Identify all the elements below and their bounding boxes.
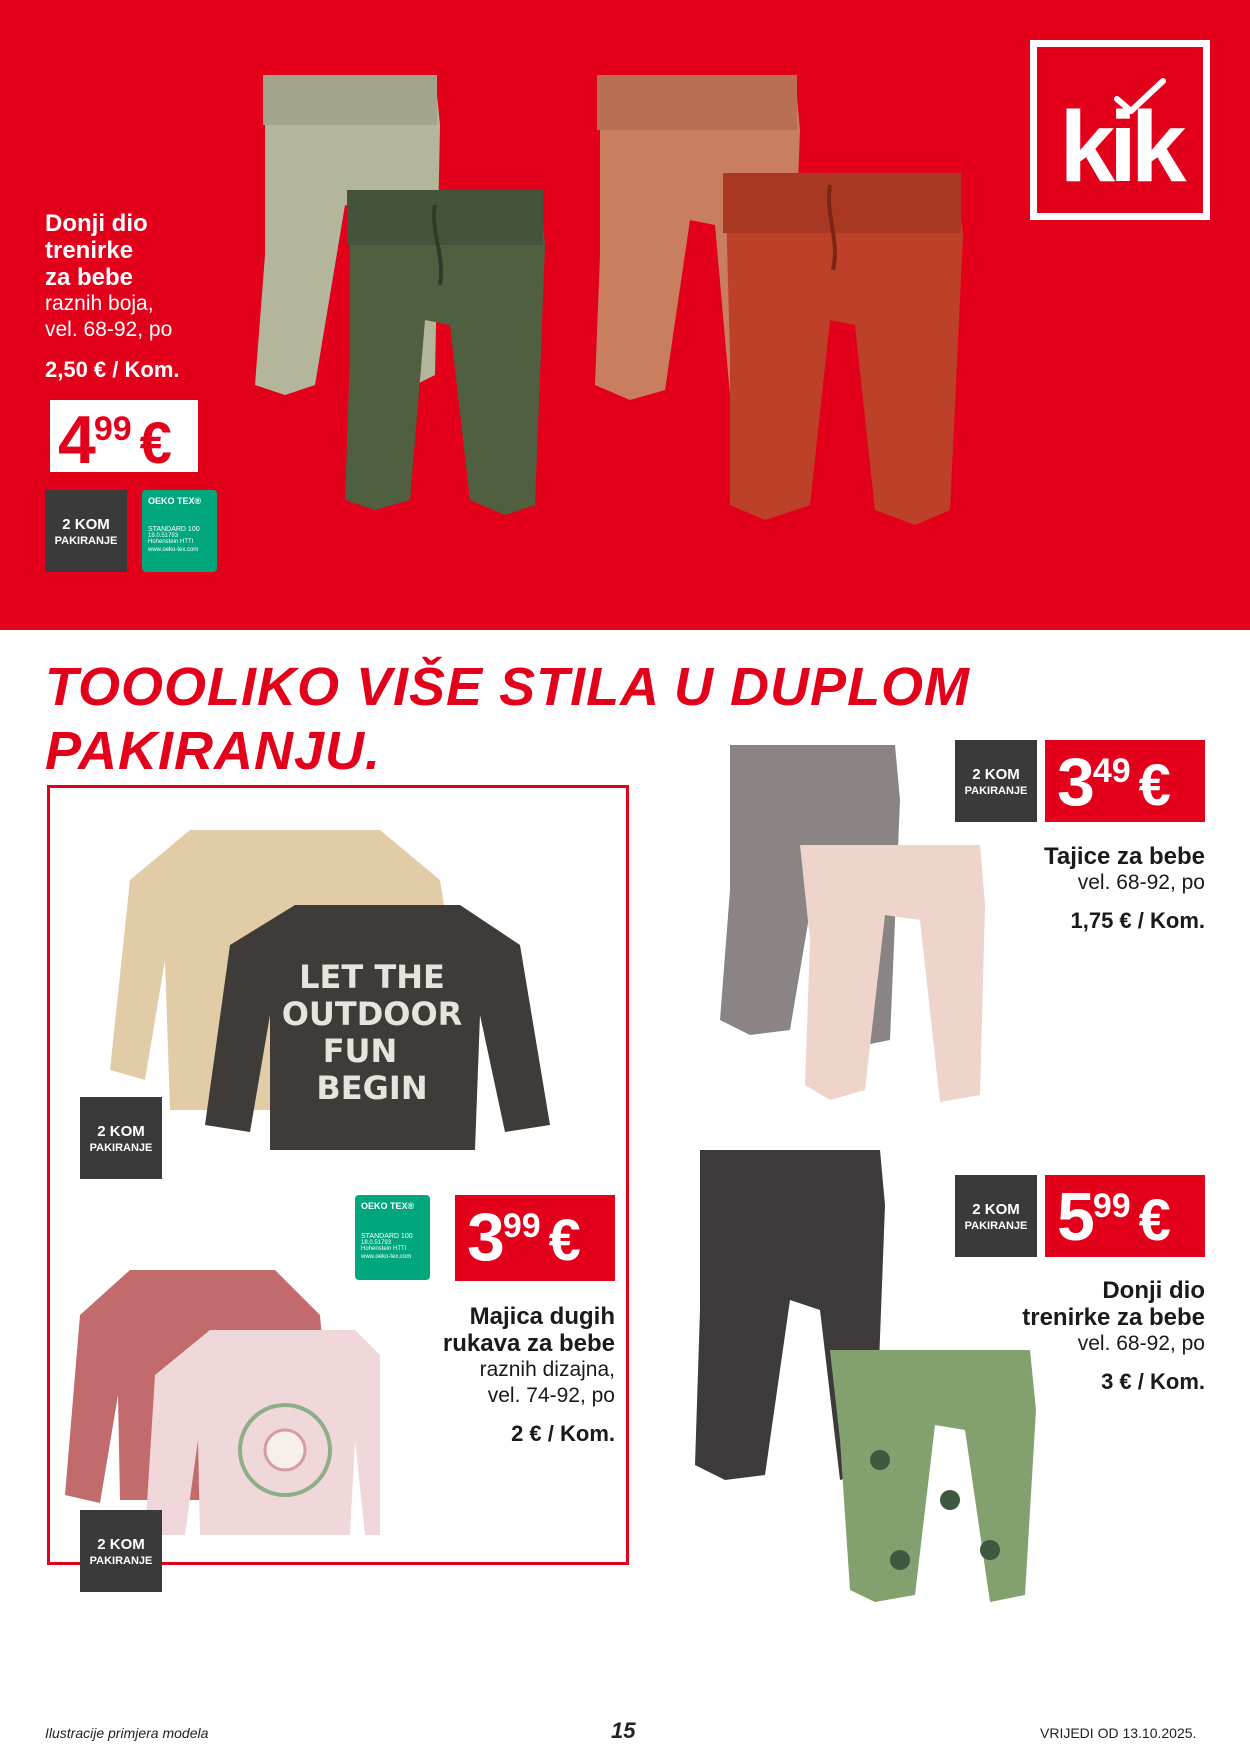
hero-pants-image <box>235 55 995 585</box>
joggers-info <box>930 1277 1205 1395</box>
hero-price-dec: 99 <box>93 410 132 448</box>
shirts-oeko-name: OEKO TEX® <box>361 1201 415 1211</box>
shirt-print-line-4: BEGIN <box>316 1069 428 1107</box>
oeko-code: 18.0.51793 <box>148 533 179 539</box>
shirts-line-2: vel. 74-92, po <box>487 1384 615 1407</box>
joggers-price-int: 5 <box>1057 1179 1093 1255</box>
long-sleeve-image <box>60 1235 380 1535</box>
oeko-inst: Hohenstein HTTI <box>148 539 194 545</box>
oeko-std: STANDARD 100 <box>148 526 200 533</box>
shirts-oeko-inst: Hohenstein HTTI <box>361 1246 407 1252</box>
tights-price-dec: 49 <box>1092 752 1131 790</box>
tights-title: Tajice za bebe <box>1044 843 1205 870</box>
olive-pant <box>345 190 545 515</box>
tights-price-tag <box>1045 740 1205 822</box>
joggers-price-currency: € <box>1138 1188 1171 1253</box>
hero-title-2: trenirke <box>45 237 134 264</box>
tights-per-piece: 1,75 € / Kom. <box>1070 908 1205 933</box>
joggers-price-tag <box>1045 1175 1205 1257</box>
tights-pack-l1: 2 KOM <box>972 766 1020 783</box>
joggers-price-dec: 99 <box>1092 1187 1131 1225</box>
shirts-title-1: Majica dugih <box>469 1303 615 1330</box>
shirts-line-1: raznih dizajna, <box>479 1358 615 1381</box>
shirts-pack-top-l2: PAKIRANJE <box>89 1142 153 1154</box>
hero-title-3: za bebe <box>45 264 134 291</box>
hero-price-currency: € <box>139 411 172 476</box>
headline-line-1: TOOOLIKO VIŠE STILA U DUPLOM <box>45 657 971 717</box>
kik-logo <box>1030 40 1210 220</box>
shirts-pack-badge-bottom <box>80 1510 162 1592</box>
shirts-oeko-code: 18.0.51793 <box>361 1240 392 1246</box>
shirt-print-line-2: OUTDOOR <box>281 995 463 1033</box>
shirts-price-currency: € <box>548 1208 581 1273</box>
shirts-pack-bottom-l1: 2 KOM <box>97 1536 145 1553</box>
shirt-print-line-1: LET THE <box>299 958 445 996</box>
shirts-pack-badge-top <box>80 1097 162 1179</box>
hero-product-info <box>45 210 245 383</box>
shirts-price-dec: 99 <box>502 1207 541 1245</box>
joggers-per-piece: 3 € / Kom. <box>1101 1369 1205 1394</box>
hero-pack-badge <box>45 490 127 572</box>
tights-pack-badge <box>955 740 1037 822</box>
tights-info <box>930 843 1205 934</box>
shirts-pack-bottom-l2: PAKIRANJE <box>89 1555 153 1567</box>
hero-oeko-badge <box>142 490 217 572</box>
joggers-title-1: Donji dio <box>1102 1277 1205 1304</box>
shirts-title-2: rukava za bebe <box>442 1330 615 1357</box>
shirts-info <box>390 1303 615 1447</box>
tights-price-currency: € <box>1138 753 1171 818</box>
page-number: 15 <box>611 1718 636 1743</box>
oeko-name: OEKO TEX® <box>148 496 202 506</box>
shirts-oeko-std: STANDARD 100 <box>361 1233 413 1240</box>
hero-price-tag <box>45 395 203 477</box>
tights-line: vel. 68-92, po <box>1077 871 1205 894</box>
hero-line-2: vel. 68-92, po <box>45 318 173 341</box>
joggers-pack-badge <box>955 1175 1037 1257</box>
joggers-title-2: trenirke za bebe <box>1022 1304 1205 1331</box>
shirts-price-int: 3 <box>467 1199 503 1275</box>
shirts-image <box>110 820 600 1150</box>
joggers-pack-l2: PAKIRANJE <box>964 1220 1028 1232</box>
tights-price-int: 3 <box>1057 744 1093 820</box>
tights-pack-l2: PAKIRANJE <box>964 785 1028 797</box>
logo-wordmark: kik <box>1059 91 1181 203</box>
rust-pant <box>723 173 963 525</box>
hero-pack-l2: PAKIRANJE <box>54 535 118 547</box>
footer-note: Ilustracije primjera modela <box>45 1725 209 1741</box>
shirt-print-line-3: FUN <box>322 1032 398 1070</box>
hero-pack-l1: 2 KOM <box>62 516 110 533</box>
joggers-pack-l1: 2 KOM <box>972 1201 1020 1218</box>
shirts-price-tag <box>455 1195 615 1281</box>
headline-line-2: PAKIRANJU. <box>45 721 382 781</box>
hero-price-int: 4 <box>58 402 94 478</box>
oeko-url: www.oeko-tex.com <box>148 547 199 553</box>
hero-title-1: Donji dio <box>45 210 148 237</box>
valid-date: VRIJEDI OD 13.10.2025. <box>1040 1725 1197 1741</box>
shirts-oeko-url: www.oeko-tex.com <box>361 1254 412 1260</box>
hero-line-1: raznih boja, <box>45 292 154 315</box>
shirts-per-piece: 2 € / Kom. <box>511 1421 615 1446</box>
hero-per-piece: 2,50 € / Kom. <box>45 357 180 382</box>
joggers-line: vel. 68-92, po <box>1077 1332 1205 1355</box>
shirts-pack-top-l1: 2 KOM <box>97 1123 145 1140</box>
